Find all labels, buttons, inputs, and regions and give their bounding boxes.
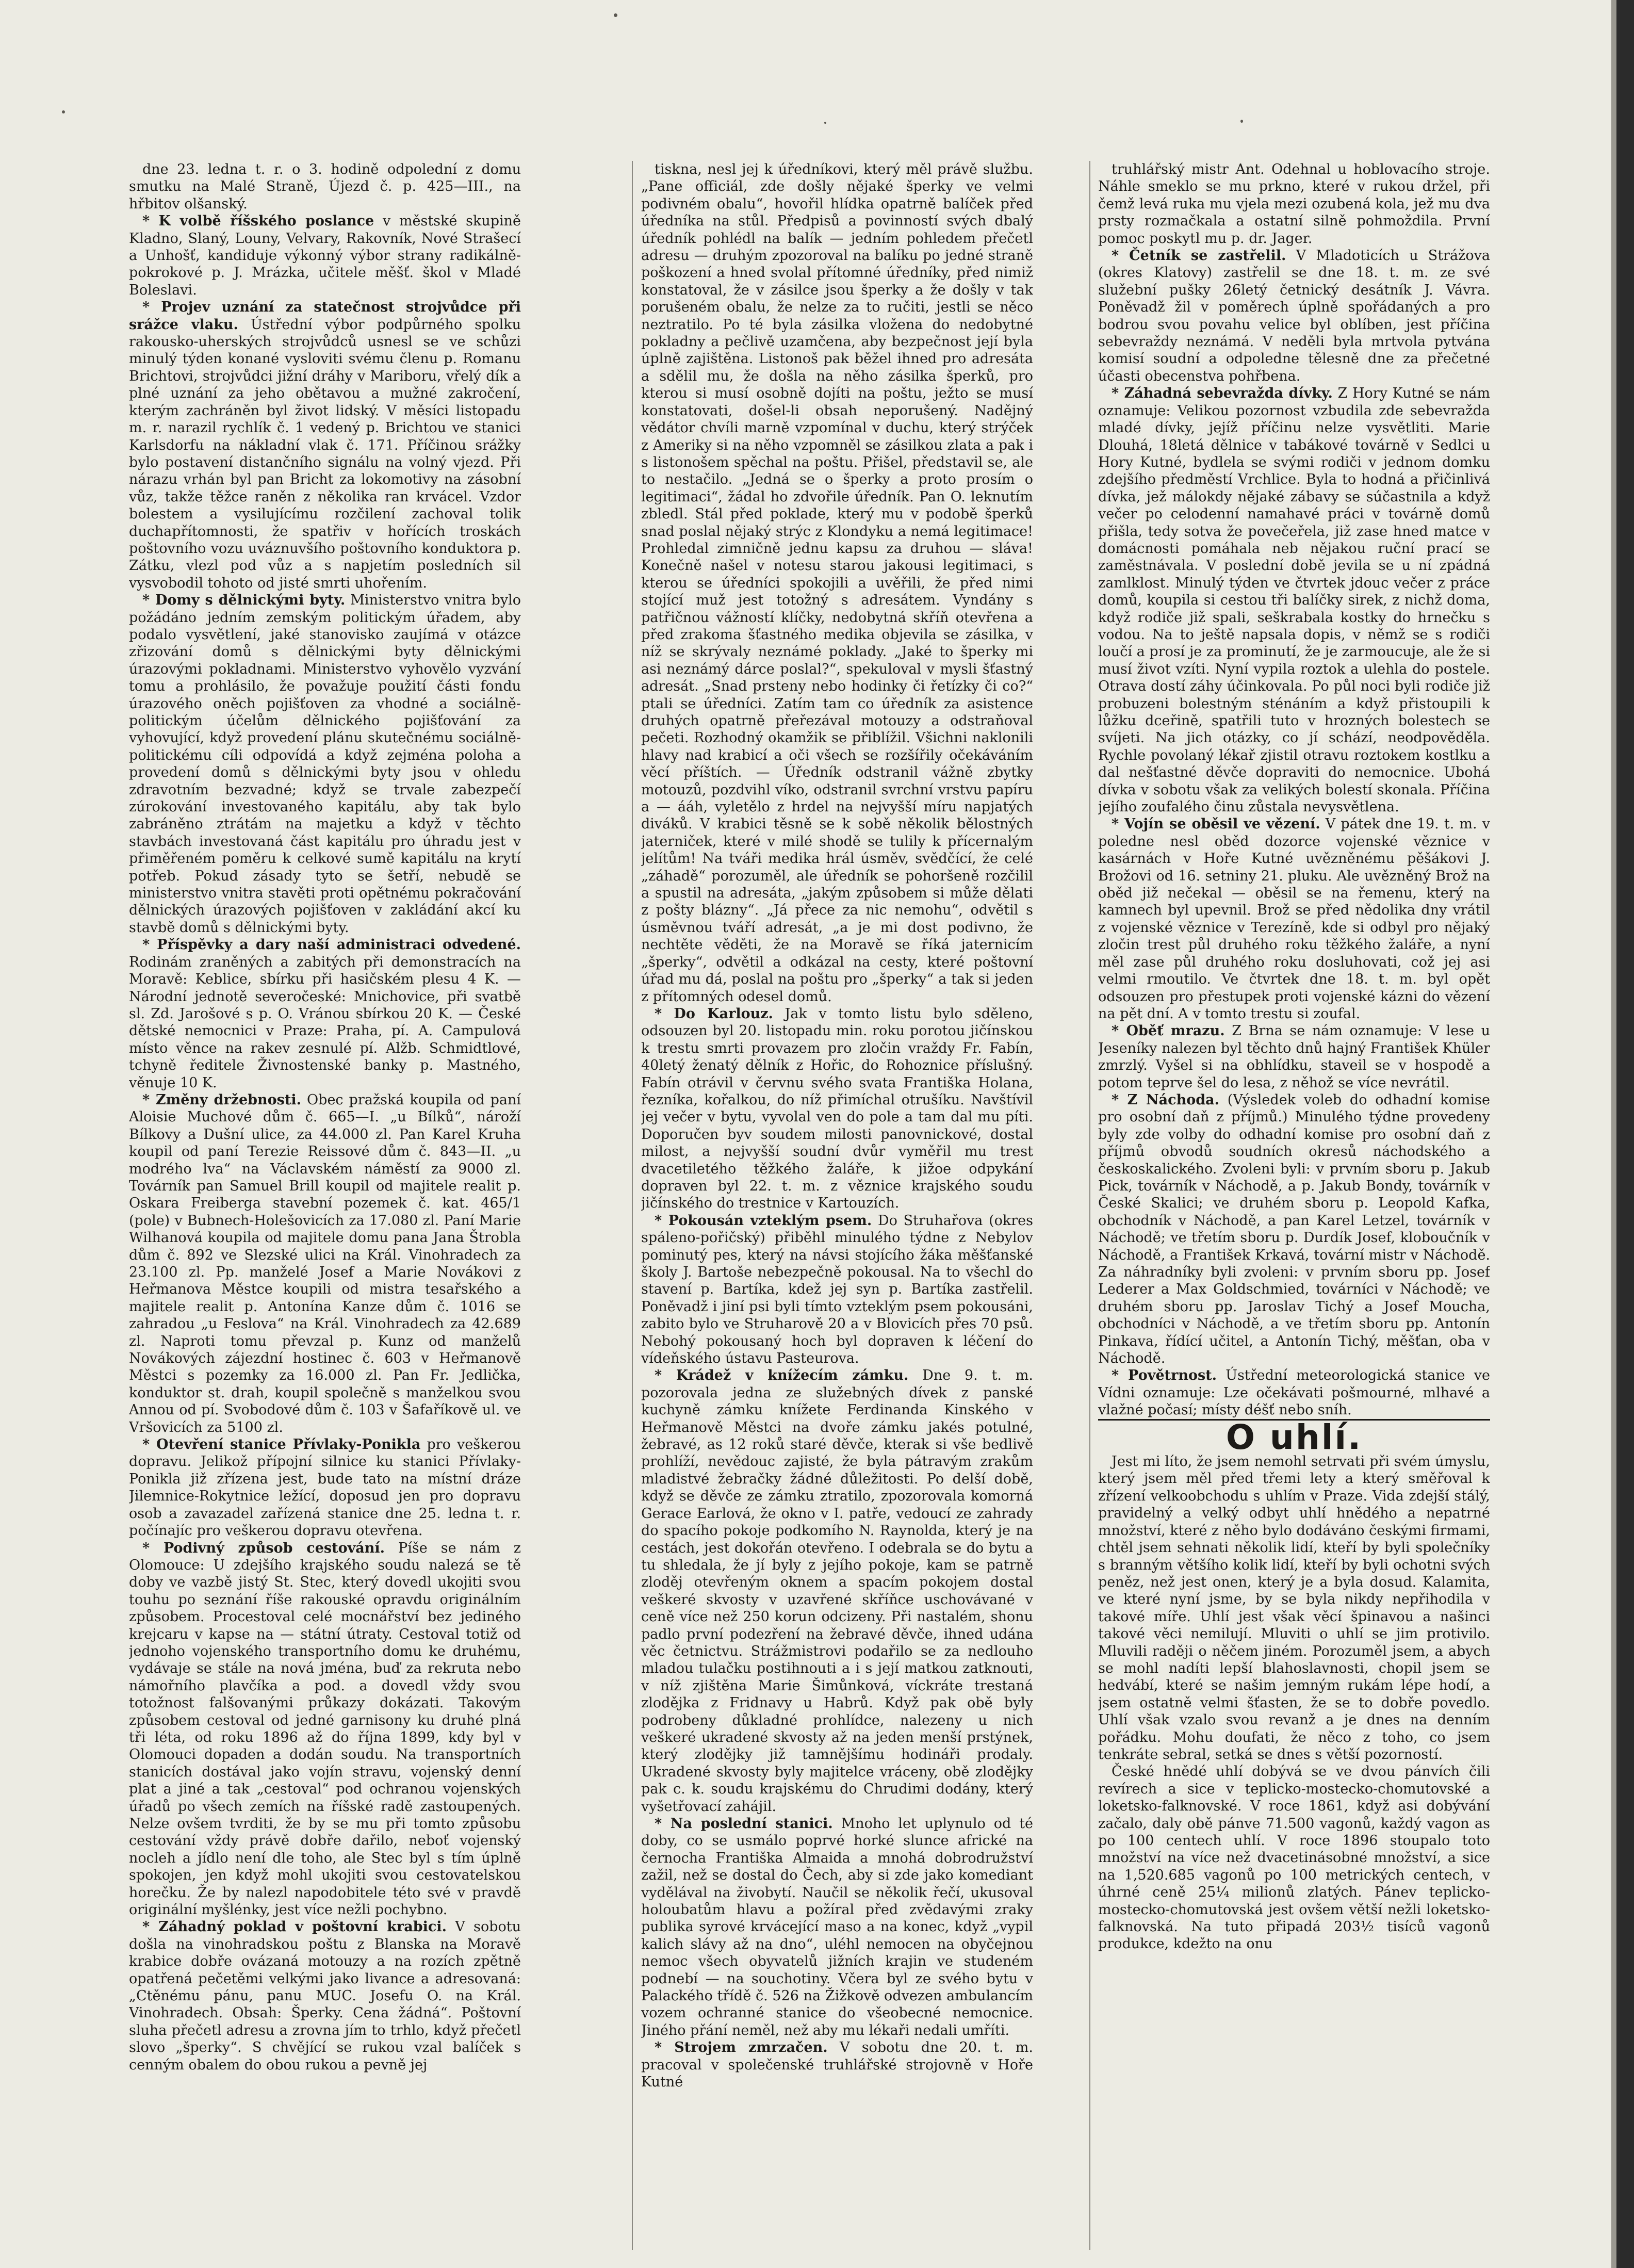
article-title: O uhlí. (1226, 1417, 1363, 1457)
news-item-text: truhlářský mistr Ant. Odehnal u hoblovacího stroje. Náhle smeklo se mu prkno, které v rukou držel, při čemž levá ruka mu vjela mezi ozubená kola, jež mu dva prsty rozmačkala a ostatní silně pohmoždila. První pomoc poskytl mu p. dr. Jager. (1098, 161, 1490, 247)
news-item-text: Z Brna se nám oznamuje: V lese u Jeseníky nalezen byl těchto dnů hajný František Khüler zmrzlý. Vyšel si na obhlídku, staveil se v hospodě a potom teprve šel do lesa, z něhož se více nevrátil. (1098, 1023, 1490, 1091)
news-item-heading: * Oběť mrazu. (1112, 1023, 1225, 1039)
news-item (129, 213, 521, 299)
news-item-heading: * Projev uznání za statečnost strojvůdce při srážce vlaku. (129, 299, 521, 333)
news-item-heading: * Záhadný poklad v poštovní krabici. (142, 1919, 447, 1935)
news-item (129, 1436, 521, 1539)
column-rule (1089, 161, 1090, 2250)
news-item-text: Rodinám zraněných a zabitých při demonstracích na Moravě: Keblice, sbírku při hasičském plesu 4 K. — Národní jednotě severočeské: Mnichovice, při svatbě sl. Zd. Jarošové s p. O. Vránou sbírkou 20 K. — České dětské nemocnici v Praze: Praha, pí. A. Campulová místo věnce na rakev zesnulé pí. Alžb. Schmidtlové, tchyně ředitele Živnostenské banky p. Mastného, věnuje 10 K. (129, 954, 521, 1091)
news-item-heading: * Domy s dělnickými byty. (142, 592, 346, 609)
news-item-heading: * Na poslední stanici. (655, 1816, 833, 1832)
news-item-text: V pátek dne 19. t. m. v poledne nesl oběd dozorce vojenské věznice v kasárnách v Hoře Kutné uvězněnému pěšákovi J. Brožovi od 16. setniny 21. pluku. Ale uvězněný Brož na oběd již nečekal — oběsil se na řemenu, který na kamnech byl upevnil. Brož se před nědolika dny vrátil z vojenské věznice v Terezíně, kde si odbyl pro nějaký zločin trest půl druhého roku těžkého žaláře, a nyní měl zase půl druhého roku dosluhovati, což jej asi velmi rmoutilo. Ve čtvrtek dne 18. t. m. byl opět odsouzen pro přestupek proti vojenské kázni do vězení na pět dní. A v tomto trestu si zoufal. (1098, 816, 1490, 1022)
news-item (1098, 815, 1490, 1022)
news-item-text: pro veškerou dopravu. Jelikož přípojní silnice ku stanici Přívlaky-Ponikla již zřízena jest, bude tato na místní dráze Jilemnice-Rokytnice ležící, doposud jen pro dopravu osob a zavazadel zařízená stanice dne 25. ledna t. r. počínajíc pro veškerou dopravu otevřena. (129, 1437, 521, 1539)
news-item-text: V sobotu dne 20. t. m. pracoval v společenské truhlářské strojovně v Hoře Kutné (641, 2039, 1033, 2091)
news-items (1098, 161, 1490, 1419)
ink-speck (62, 110, 65, 113)
scan-edge-shadow (1611, 0, 1616, 2268)
news-item-heading: * Otevření stanice Přívlaky-Ponikla (142, 1437, 421, 1453)
article-paragraph: Jest mi líto, že jsem nemohl setrvati při svém úmyslu, který jsem měl před třemi lety a který směřoval k zřízení velkoobchodu s uhlím v Praze. Vida zdejší stálý, pravidelný a velký odbyt uhlí hnědého a nepatrné množství, které z něho bylo dodáváno českými firmami, chtěl jsem sehnati několik lidí, kteří by byli společníky s branným většího kolik lidí, kteří by byli ochotni svých peněz, než jest onen, který je a byla dosud. Kalamita, ve které nyní jsme, by se byla nikdy nepřihodila v takové míře. Uhlí jest však věcí špinavou a našinci takové věci nemilují. Mluviti o uhlí se jim protivilo. Mluvili raději o něčem jiném. Porozuměl jsem, a abych se mohl nadíti lepší blahoslavnosti, chopil jsem se hedvábí, které se našim jemným rukám lépe hodí, a jsem ostatně velmi šťasten, že se to dobře povedlo. Uhlí však vzalo svou revanž a je dnes na denním pořádku. Mohu doufati, že něco z toho, co jsem tenkráte sebral, setká se dnes s větší pozorností. (1098, 1454, 1490, 1763)
news-item (1098, 1367, 1490, 1418)
news-item-heading: * K volbě říšského poslance (142, 213, 374, 230)
news-item-text: (Výsledek voleb do odhadní komise pro osobní daň z příjmů.) Minulého týdne provedeny byly zde volby do odhadní komise pro osobní daň z příjmů obvodů soudních okresů náchodského a českoskalického. Zvoleni byli: v prvním sboru p. Jakub Pick, továrník v Náchodě, a p. Jakub Bondy, továrník v České Skalici; ve druhém sboru p. Leopold Kafka, obchodník v Náchodě, a pan Karel Letzel, továrník v Náchodě; ve třetím sboru p. Durdík Josef, kloboučník v Náchodě, a František Krkavá, tovární mistr v Náchodě. Za náhradníky byli zvoleni: v prvním sboru pp. Josef Lederer a Max Goldschmied, továrníci v Náchodě; ve druhém sboru pp. Jaroslav Tichý a Josef Moucha, obchodníci v Náchodě, a ve třetím sboru pp. Antonín Pinkava, řídící učitel, a Antonín Tichý, měšťan, oba v Náchodě. (1098, 1091, 1490, 1367)
news-item-text: v městské skupině Kladno, Slaný, Louny, Velvary, Rakovník, Nové Strašecí a Unhošť, kandiduje výkonný výbor strany radikálně-pokrokové p. J. Mrázka, učitele měšť. škol v Mladé Boleslavi. (129, 213, 521, 298)
news-item (641, 1212, 1033, 1367)
news-item-heading: * Podivný způsob cestování. (142, 1540, 385, 1556)
news-item (1098, 247, 1490, 385)
news-item-text: V Mladoticích u Strážova (okres Klatovy) zastřelil se dne 18. t. m. ze své služební pušky 26letý četnický desátník J. Vávra. Poněvadž žil v poměrech úplně spořádaných a pro bodrou svou povahu velice byl oblíben, jest příčina sebevraždy neznámá. V neděli byla mrtvola pytvána komisí soudní a odpoledne tělesně dne za přečetné účasti obecenstva pohřbena. (1098, 248, 1490, 384)
news-item-text: Obec pražská koupila od paní Aloisie Muchové dům č. 665—I. „u Bílků“, nároží Bílkovy a Dušní ulice, za 44.000 zl. Pan Karel Kruha koupil od paní Terezie Reissové dům č. 843—II. „u modrého lva“ na Václavském náměstí za 9000 zl. Továrník pan Samuel Brill koupil od majitele realit p. Oskara Freiberga stavební pozemek č. kat. 465/1 (pole) v Bubnech-Holešovicích za 17.080 zl. Paní Marie Wilhanová koupila od majitele domu pana Jana Štrobla dům č. 892 ve Slezské ulici na Král. Vinohradech za 23.100 zl. Pp. manželé Josef a Marie Novákovi z Heřmanova Městce koupili od mistra tesařského a majitele realit p. Antonína Kanze dům č. 1016 se zahradou „u Feslova“ na Král. Vinohradech za 42.689 zl. Naproti tomu převzal p. Kunz od manželů Novákových zájezdní hostinec č. 603 v Heřmanově Městci s pozemky za 16.000 zl. Pan Fr. Jedlička, konduktor st. drah, koupil společně s manželkou svou Annou od pí. Svobodové dům č. 103 v Šafaříkově ul. ve Vršovicích za 5100 zl. (129, 1091, 521, 1435)
news-item (641, 2039, 1033, 2091)
news-item (129, 1091, 521, 1436)
column-3 (1098, 161, 1490, 2250)
scan-edge (1616, 0, 1634, 2268)
column-rule (632, 161, 633, 2250)
news-item-heading: * Záhadná sebevražda dívky. (1112, 385, 1333, 402)
news-item-text: Píše se nám z Olomouce: U zdejšího krajského soudu nalezá se tě doby ve vazbě jistý St. Stec, který dovedl ukojiti svou touhu po seznání říše rakouské opravdu originálním způsobem. Procestoval celé mocnářství bez jediného krejcaru v kapse na — státní útraty. Cestoval totiž od jednoho vojenského transportního domu ke druhému, vydávaje se stále na nová jména, buď za rekruta nebo námořního plavčíka a pod. a dovedl vždy svou totožnost falšovanými průkazy dokázati. Takovým způsobem cestoval od jedné garnisony ku druhé plná tři léta, od roku 1896 až do října 1899, kdy byl v Olomouci dopaden a dodán soudu. Na transportních stanicích dostával jako vojín stravu, vojenský denní plat a jiné a tak „cestoval“ pod ochranou vojenských úřadů po všech zemích na říšské radě zastoupených. Nelze ovšem tvrditi, že by se mu při tomto způsobu cestování vždy právě dobře dařilo, neboť vojenský nocleh a jídlo není dle toho, ale Stec byl s tím úplně spokojen, jen když mohl ukojiti svou cestovatelskou horečku. Že by nalezl napodobitele této své v pravdě originální myšlénky, jest více nežli pochybno. (129, 1540, 521, 1918)
news-item (1098, 1022, 1490, 1091)
news-item-text: Jak v tomto listu bylo sděleno, odsouzen byl 20. listopadu min. roku porotou jičínskou k trestu smrti provazem pro zločin vraždy Fr. Fabín, 40letý ženatý dělník z Hořic, do Rohoznice příslušný. Fabín otrávil v červnu svého svata Františka Holana, řezníka, kořalkou, do níž přimíchal otrušíku. Navštívil jej večer v bytu, vyvolal ven do pole a tam dal mu píti. Doporučen byv soudem milosti panovnickové, dostal milost, a nejvyšší soudní dvůr vyměřil mu trest dvacetiletého těžkého žaláře, k jižoe odpykání dopraven byl 22. t. m. z věznice krajského soudu jičínského do trestnice v Kartouzích. (641, 1005, 1033, 1212)
news-item-heading: * Příspěvky a dary naší administraci odvedené. (142, 937, 521, 953)
news-item (129, 936, 521, 1091)
news-item (1098, 1091, 1490, 1367)
news-item (129, 299, 521, 592)
news-item-heading: * Povětrnost. (1112, 1367, 1217, 1384)
article-body (1098, 1453, 1490, 1953)
column-2 (641, 161, 1033, 2250)
news-item (641, 161, 1033, 1005)
news-item (641, 1815, 1033, 2039)
news-item (641, 1005, 1033, 1212)
news-item-text: Ústřední meteorologická stanice ve Vídni oznamuje: Lze očekávati pošmourné, mlhavé a vlažné počasí; místy déšť nebo sníh. (1098, 1367, 1490, 1418)
article-paragraph: České hnědé uhlí dobývá se ve dvou pánvích čili revírech a sice v teplicko-mostecko-chomutovské a loketsko-falknovské. V roce 1861, když asi dobývání začalo, daly obě pánve 71.500 vagonů, každý vagon as po 100 centech uhlí. V roce 1896 stoupalo toto množství na více než dvacetinásobné množství, a sice na 1,520.685 vagonů po 100 metrických centech, v úhrné ceně 25¼ milionů zlatých. Pánev teplicko-mostecko-chomutovská jest ovšem větší nežli loketsko-falknovská. Na tuto připadá 203½ tisíců vagonů produkce, kdežto na onu (1098, 1764, 1490, 1952)
news-item-heading: * Změny držebnosti. (142, 1091, 302, 1108)
news-item (129, 592, 521, 936)
news-item-text: Ministerstvo vnitra bylo požádáno jedním zemským politickým úřadem, aby podalo vysvětlení, jaké stanovisko zaujímá v otázce zřizování domů s dělnickými byty dělnickými úrazovými pokladnami. Ministerstvo vyhovělo vyzvání tomu a prohlásilo, že považuje použití části fondu úrazového oněch pojišťoven za vhodné a sociálně-politickým účelům dělnického pojišťování za vyhovující, když provedení plánu skutečnému sociálně-politickému cíli odpovídá a když zejména poloha a provedení domů s dělnickými byty jsou v ohledu zdravotním bezvadné; když se trvale zabezpečí zúrokování investovaného kapitálu, aby tak bylo zabráněno ztrátám na majetku a když v těchto stavbách investovaná část kapitálu pro úhradu jest v přiměřeném poměru k celkové sumě kapitálu na krytí potřeb. Pokud zásady tyto se šetří, nebudě se ministerstvo vnitra stavěti proti opětnému pokračování dělnických úrazových pojišťoven v zakládání akcí ku stavbě domů s dělnickými byty. (129, 592, 521, 936)
news-item (129, 1918, 521, 2074)
news-item-heading: * Pokousán vzteklým psem. (655, 1212, 872, 1229)
ink-speck (1240, 120, 1243, 123)
ink-speck (614, 13, 617, 17)
news-item-text: tiskna, nesl jej k úředníkovi, který měl právě službu. „Pane officiál, zde došly nějaké šperky ve velmi podivném obalu“, hovořil hlídka opatrně balíček před úředníka na stůl. Předpisů a povinností svých dbalý úředník pohlédl na balík — jedním pohledem přečetl adresu — druhým zpozoroval na balíku po jedné straně poškození a hned svolal přítomné úředníky, před nimiž konstatoval, že v zásilce jsou šperky a že došly v tak porušeném obalu, že nelze za to ručiti, jestli se něco neztratilo. Po té byla zásilka vložena do nedobytné pokladny a pečlivě uzamčena, aby bezpečnost její byla úplně zajištěna. Listonoš pak běžel ihned pro adresáta a sdělil mu, že došla na něho zásilka šperků, pro kterou si musí osobně dojíti na poštu, ježto se musí konstatovati, došel-li obsah neporušený. Nadějný vědátor chvíli marně vzpomínal v duchu, který strýček z Ameriky si na něho vzpomněl se zásilkou zlata a pak i s listonošem spěchal na poštu. Přišel, představil se, ale to nestačilo. „Jedná se o šperky a proto prosím o legitimaci“, žádal ho zdvořile úředník. Pan O. leknutím zbledl. Stál před poklade, který mu v podobě šperků snad poslal nějaký strýc z Klondyku a nemá legitimace! Prohledal zimničně jednu kapsu za druhou — sláva! Konečně našel v notesu starou jakousi legitimaci, s kterou se úředníci spokojili a uvěřili, že před nimi stojící muž jest totožný s adresátem. Vyndány s patřičnou vážností klíčky, nedobytná skříň otevřena a před zrakoma šťastného medika objevila se zásilka, v níž se skrývaly neznámé poklady. „Jaké to šperky mi asi neznámý dárce poslal?“, spekuloval v mysli šťastný adresát. „Snad prsteny nebo hodinky či řetízky či co?“ ptali se úředníci. Zatím tam co úředník za asistence druhých opatrně přeřezával motouzy a odstraňoval pečeti. Rozhodný okamžik se přiblížil. Všichni naklonili hlavy nad krabicí a oči všech se rozšířily očekáváním věcí příštích. — Úředník odstranil vážně zbytky motouzů, pozdvihl víko, odstranil svrchní vrstvu papíru a — ááh, vyletělo z hrdel na nejvyšší míru napjatých diváků. V krabici těsně se k sobě několik bělostných jaterniček, které v milé shodě se tulily k přícernalým jelítům! Na tváři medika hrál úsměv, svědčící, že celé „záhadě“ porozuměl, ale úředník se pohoršeně rozčilil a spustil na adresáta, „jakým způsobem si může dělati z pošty blázny“. „Já přece za nic nemohu“, odvětil s úsměvnou tváří adresát, „a je mi dost podivno, že nechtěte věděti, že na Moravě se říká jaternicím „šperky“, odvětil a odkázal na cesty, které poštovní úřad mu dá, poslal na poštu pro „šperky“ a tak si jeden z přítomných odesel domů. (641, 161, 1033, 1005)
news-item-heading: * Z Náchoda. (1112, 1091, 1219, 1108)
ink-speck (824, 122, 826, 124)
news-item (641, 1367, 1033, 1815)
news-item (129, 1540, 521, 1919)
news-item-heading: * Krádež v knížecím zámku. (655, 1367, 909, 1384)
news-item (1098, 161, 1490, 247)
news-item-text: Dne 9. t. m. pozorovala jedna ze služebných dívek z panské kuchyně zámku knížete Ferdinanda Kinského v Heřmanově Městci na dvoře zámku jakés potulné, žebravé, as 12 roků staré děvče, kterak si vše bedlivě prohlíží, nevědouc zajisté, že byla pátravým zrakům mladistvé žebračky žádné důležitosti. Po delší době, když se děvče ze zámku ztratilo, zpozorovala komorná Gerace Earlová, že okno v I. patře, vedoucí ze zahrady do spacího pokoje podkomího N. Raynolda, který je na cestách, jest dokořán otevřeno. I odebrala se do bytu a tu shledala, že jí byly z jejího pokoje, kam se patrně zloděj otevřeným oknem a spacím pokojem dostal veškeré skvosty v uzavřené skříňce uschovávané v ceně více než 250 korun odcizeny. Při nastalém, shonu padlo první podezření na žebravé děvče, ihned udána věc četnictvu. Strážmistrovi podařilo se za nedlouho mladou tulačku postihnouti a i s její matkou zatknouti, v níž zjištěna Marie Šimůnková, víckráte trestaná zlodějka z Fridnavy u Habrů. Když pak obě byly podrobeny důkladné prohlídce, nalezeny u nich veškeré ukradené skvosty až na jeden menší prstýnek, který zlodějky již tamnějšímu hodináři prodaly. Ukradené skvosty byly majitelce vráceny, obě zlodějky pak c. k. soudu krajskému do Chrudimi dodány, který vyšetřovací zahájil. (641, 1367, 1033, 1815)
news-item (1098, 385, 1490, 815)
news-item-text: Do Struhařova (okres spáleno-pořičský) přiběhl minulého týdne z Nebylov pominutý pes, který na návsi stojícího žáka měšťanské školy J. Bartoše nebezpečně pokousal. Na to všechl do stavení p. Bartíka, kdež jej syn p. Bartíka zastřelil. Poněvadž i jiní psi byli tímto vzteklým psem pokousáni, zabito bylo ve Struharově 20 a v Blovicích přes 70 psů. Nebohý pokousaný hoch byl dopraven k léčení do vídeňského ústavu Pasteurova. (641, 1212, 1033, 1367)
news-item-text: Mnoho let uplynulo od té doby, co se usmálo poprvé horké slunce africké na černocha Františka Almaida a mnohá dobrodružství zažil, než se dostal do Čech, aby si zde jako komediant vydělával na živobytí. Naučil se několik řečí, ukusoval holoubatům hlavu a požíral před zvědavými zraky publika syrové krvácející maso a na konec, když „vypil kalich slávy až na dno“, uléhl nemocen na obyčejnou nemoc všech obyvatelů jižních krajin ve studeném podnebí — na souchotiny. Včera byl ze svého bytu v Palackého třídě č. 526 na Žižkově odvezen ambulancím vozem ochranné stanice do všeobecné nemocnice. Jiného přání neměl, než aby mu lékaři nedali umříti. (641, 1816, 1033, 2038)
news-item-heading: * Do Karlouz. (655, 1005, 773, 1022)
news-item-text: dne 23. ledna t. r. o 3. hodině odpolední z domu smutku na Malé Straně, Újezd č. p. 425—III., na hřbitov olšanský. (129, 161, 521, 212)
column-1 (129, 161, 521, 2250)
news-item-text: Z Hory Kutné se nám oznamuje: Velikou pozornost vzbudila zde sebevražda mladé dívky, jejíž příčinu nelze vysvětliti. Marie Dlouhá, 18letá dělnice v tabákové továrně v Sedlci u Hory Kutné, bydlela se svými rodiči v jednom domku zdejšího předměstí Vrchlice. Byla to hodná a přičinlivá dívka, jež málokdy nějaké zábavy se súčastnila a když večer po celodenní namahavé práci v továrně domů přišla, tedy sotva že povečeřela, již zase hned matce v domácnosti pomáhala neb nějakou ruční prací se zaměstnávala. V poslední době jevila se u ní zpádná zamlklost. Minulý týden ve čtvrtek jdouc večer z práce domů, koupila si cestou tři balíčky sirek, z nichž doma, když rodiče již spali, seškrabala kostky do hrnečku s vodou. Na to ještě napsala dopis, v němž se s rodiči loučí a prosí je za prominutí, že je zarmoucuje, ale že si musí život vzíti. Nyní vypila roztok a ulehla do postele. Otrava dostí záhy účinkovala. Po půl noci byli rodiče již probuzeni bolestným sténáním a když přistoupili k lůžku dceřině, spatřili tuto v hrozných bolestech se svíjeti. Na jich otázky, co jí schází, neodpověděla. Rychle povolaný lékař zjistil otravu roztokem kostlku a dal nešťastné děvče dopraviti do nemocnice. Ubohá dívka v sobotu však za velikých bolestí skonala. Příčina jejího zoufalého činu zůstala nevysvětlena. (1098, 385, 1490, 815)
news-item-text: V sobotu došla na vinohradskou poštu z Blanska na Moravě krabice dobře ovázaná motouzy a na rozích zpětně opatřená pečetěmi velkými jako livance a adresovaná: „Ctěnému pánu, panu MUC. Josefu O. na Král. Vinohradech. Obsah: Šperky. Cena žádná“. Poštovní sluha přečetl adresu a zrovna jím to trhlo, když přečetl slovo „šperky“. S chvějící se rukou vzal balíček s cenným obalem do obou rukou a pevně jej (129, 1919, 521, 2073)
news-item-text: Ústřední výbor podpůrného spolku rakousko-uherských strojvůdců usnesl se ve schůzi minulý týden konané vysloviti svému členu p. Romanu Brichtovi, strojvůdci jižní dráhy v Mariboru, vřelý dík a plné uznání za jeho obětavou a mužné zakročení, kterým zachráněn byl život lidský. V měsíci listopadu m. r. narazil rychlík č. 1 vedený p. Brichtou ve stanici Karlsdorfu na nákladní vlak č. 171. Příčinou srážky bylo postavení distančního signálu na volný vjezd. Při nárazu vrhán byl pan Bricht za lokomotivy na zásobní vůz, takže těžce raněn z několika ran krvácel. Vzdor bolestem a vysilujícímu rozčilení zachoval tolik duchapřítomnosti, že spatřiv v hořících troskách poštovního vozu uváznuvšího poštovního konduktora p. Zátku, vlezl pod vůz a s napjetím posledních sil vysvobodil tohoto od jisté smrti uhořením. (129, 316, 521, 591)
news-item-heading: * Četník se zastřelil. (1112, 248, 1286, 264)
news-item (129, 161, 521, 213)
news-item-heading: * Vojín se oběsil ve vězení. (1112, 816, 1320, 833)
news-item-heading: * Strojem zmrzačen. (655, 2039, 828, 2056)
